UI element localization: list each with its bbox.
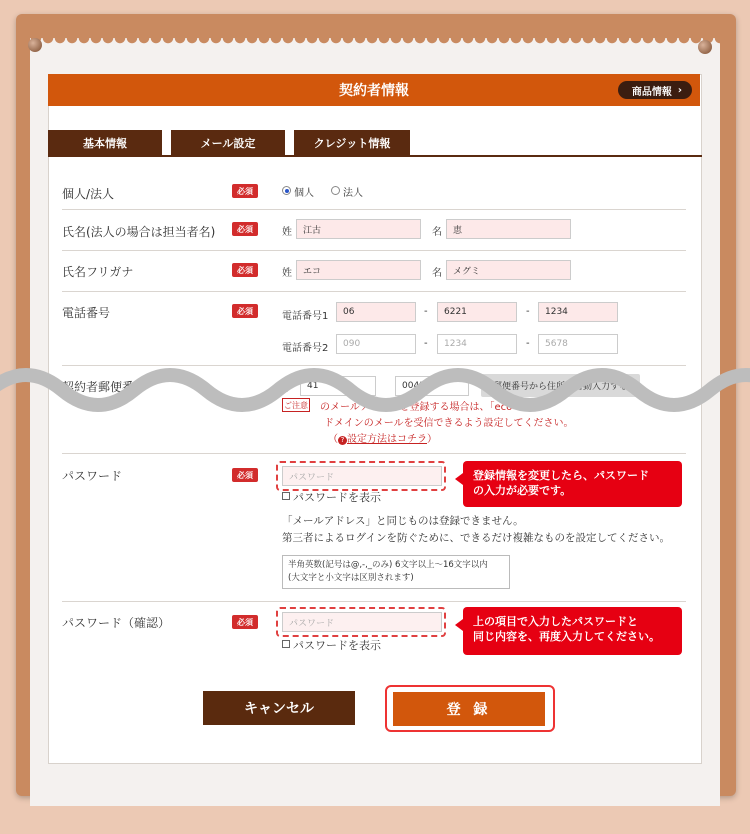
wave-divider: [0, 368, 750, 418]
phone2-area-input[interactable]: 090: [336, 334, 416, 354]
password-confirm-label: パスワード（確認）: [62, 616, 171, 630]
name-label: 氏名(法人の場合は担当者名): [62, 225, 216, 239]
radio-individual-label: 個人: [294, 188, 314, 199]
show-password-checkbox[interactable]: [282, 492, 290, 500]
phone1-separator-1: -: [424, 306, 428, 317]
pin-right-icon: [698, 40, 712, 54]
row-name: [62, 210, 686, 251]
radio-individual[interactable]: [282, 186, 291, 195]
last-kana-prefix: 姓: [282, 268, 292, 279]
entity-type-label: 個人/法人: [62, 187, 115, 201]
last-name-prefix: 姓: [282, 227, 292, 238]
password-confirm-callout: 上の項目で入力したパスワードと 同じ内容を、再度入力してください。: [463, 607, 682, 655]
notice-text-2: ドメインのメールを受信できるよう設定してください。: [324, 418, 574, 429]
password-hint-line1: 半角英数(記号は@,-,_のみ) 6文字以上～16文字以内: [288, 560, 488, 570]
tab-underline: [48, 155, 702, 157]
product-info-label: 商品情報: [631, 86, 672, 98]
page-title: 契約者情報: [339, 83, 409, 99]
required-badge: 必須: [232, 615, 258, 629]
required-badge: 必須: [232, 184, 258, 198]
password-callout: 登録情報を変更したら、パスワード の入力が必要です。: [463, 461, 682, 507]
last-kana-input[interactable]: エコ: [296, 260, 421, 280]
postal-code-part2-input[interactable]: 0041: [395, 376, 469, 396]
last-name-input[interactable]: 江古: [296, 219, 421, 239]
notice-link[interactable]: 設定方法はコチラ: [347, 434, 427, 445]
tab-basic-info[interactable]: 基本情報: [48, 130, 162, 156]
tab-credit-info[interactable]: クレジット情報: [294, 130, 410, 156]
phone2-separator-1: -: [424, 338, 428, 349]
radio-corporate-label: 法人: [343, 188, 363, 199]
required-badge: 必須: [232, 222, 258, 236]
notice-link-wrapper: （ ? 設定方法はコチラ）: [328, 434, 437, 445]
row-phone: [62, 292, 686, 366]
register-button[interactable]: 登 録: [393, 692, 545, 726]
phone1-label: 電話番号1: [282, 311, 329, 322]
phone2-subscriber-input[interactable]: 5678: [538, 334, 618, 354]
phone-label: 電話番号: [62, 306, 111, 320]
question-circle-icon: ?: [338, 436, 347, 445]
phone1-city-input[interactable]: 6221: [437, 302, 517, 322]
first-name-prefix: 名: [432, 227, 442, 238]
first-name-input[interactable]: 恵: [446, 219, 571, 239]
postal-autofill-label: 郵便番号から住所を自動入力する: [492, 382, 628, 392]
phone2-separator-2: -: [526, 338, 530, 349]
show-password-confirm-checkbox[interactable]: [282, 640, 290, 648]
required-badge: 必須: [232, 263, 258, 277]
radio-corporate[interactable]: [331, 186, 340, 195]
password-highlight: [276, 461, 446, 491]
phone2-city-input[interactable]: 1234: [437, 334, 517, 354]
password-note-1: 「メールアドレス」と同じものは登録できません。: [282, 515, 524, 527]
tab-mail-settings[interactable]: メール設定: [171, 130, 285, 156]
show-password-confirm-label: パスワードを表示: [293, 639, 381, 652]
pin-left-icon: [28, 38, 42, 52]
postal-code-part1-input[interactable]: 41: [300, 376, 376, 396]
password-confirm-input[interactable]: パスワード: [282, 612, 442, 632]
required-badge: 必須: [232, 304, 258, 318]
required-badge: 必須: [232, 468, 258, 482]
password-confirm-highlight: [276, 607, 446, 637]
phone1-separator-2: -: [526, 306, 530, 317]
row-furigana: [62, 251, 686, 292]
first-kana-input[interactable]: メグミ: [446, 260, 571, 280]
cancel-button[interactable]: キャンセル: [203, 691, 355, 725]
notice-badge: ご注意: [282, 398, 310, 412]
password-input[interactable]: パスワード: [282, 466, 442, 486]
chevron-right-icon: ›: [677, 84, 682, 96]
phone2-label: 電話番号2: [282, 343, 329, 354]
postal-label: 契約者郵便番号: [62, 380, 147, 394]
password-hint-line2: (大文字と小文字は区別されます): [288, 573, 414, 583]
row-entity-type: [62, 176, 686, 210]
phone1-subscriber-input[interactable]: 1234: [538, 302, 618, 322]
postal-mark: 〒: [282, 384, 292, 395]
password-label: パスワード: [62, 469, 123, 483]
first-kana-prefix: 名: [432, 268, 442, 279]
tab-bar: [48, 130, 410, 156]
phone1-area-input[interactable]: 06: [336, 302, 416, 322]
page-header: [48, 74, 700, 106]
password-hint-box: [282, 555, 510, 589]
show-password-label: パスワードを表示: [293, 491, 381, 504]
furigana-label: 氏名フリガナ: [62, 265, 134, 279]
notice-text-1: のメールアドレスを登録する場合は、「eco-m」の: [320, 402, 546, 413]
password-note-2: 第三者によるログインを防ぐために、できるだけ複雑なものを設定してください。: [282, 532, 670, 544]
product-info-button[interactable]: [618, 81, 692, 99]
